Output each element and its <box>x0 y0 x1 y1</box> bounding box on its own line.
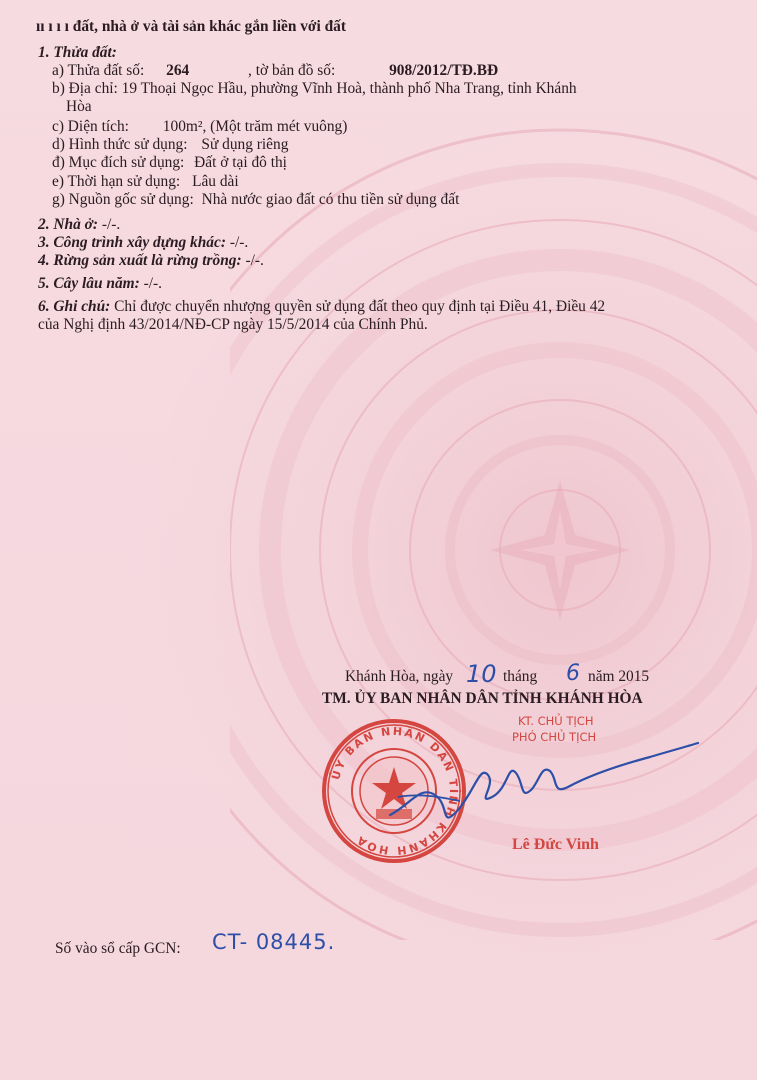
address-line-1: b) Địa chỉ: 19 Thoại Ngọc Hầu, phường Vĩnh Hoà, thành phố Nha Trang, tỉnh Khánh <box>52 80 577 97</box>
section5-heading: 5. Cây lâu năm: <box>38 275 140 292</box>
address-line-2: Hòa <box>66 98 92 115</box>
signer-role-2: PHÓ CHỦ TỊCH <box>512 730 597 744</box>
section6-line-2: của Nghị định 43/2014/NĐ-CP ngày 15/5/2014 của Chính Phủ. <box>38 316 428 333</box>
section3-row <box>38 234 248 252</box>
section3-value: -/-. <box>229 234 249 251</box>
date-day: 10 <box>466 660 497 688</box>
handwritten-signature <box>380 735 700 845</box>
area-value: 100m², (Một trăm mét vuông) <box>162 118 348 135</box>
section3-heading: 3. Công trình xây dựng khác: <box>38 234 226 251</box>
map-sheet-label: , tờ bản đồ số: <box>248 62 336 79</box>
issuing-authority: TM. ỦY BAN NHÂN DÂN TỈNH KHÁNH HÒA <box>322 690 643 707</box>
signer-name: Lê Đức Vinh <box>512 836 599 853</box>
section5-value: -/-. <box>143 275 162 292</box>
date-year: năm 2015 <box>588 668 650 685</box>
use-term-label: e) Thời hạn sử dụng: <box>52 173 181 190</box>
section2-row <box>38 216 120 234</box>
parcel-number-value: 264 <box>166 62 190 79</box>
date-month: 6 <box>566 661 580 686</box>
map-sheet-row <box>248 62 498 80</box>
date-month-label: tháng <box>503 668 538 685</box>
use-form-value: Sử dụng riêng <box>201 136 289 153</box>
use-form-row <box>52 136 288 154</box>
use-purpose-row <box>52 154 287 172</box>
section2-heading: 2. Nhà ở: <box>38 216 98 233</box>
parcel-number-label: a) Thửa đất số: <box>52 62 145 79</box>
use-purpose-value: Đất ở tại đô thị <box>194 154 287 171</box>
section6-line-1: Chỉ được chuyển nhượng quyền sử dụng đất theo quy định tại Điều 41, Điều 42 <box>114 298 606 315</box>
date-place: Khánh Hòa, ngày <box>345 668 454 685</box>
section6-heading: 6. Ghi chú: <box>38 298 111 315</box>
section1-heading: 1. Thửa đất: <box>38 44 117 61</box>
section4-heading: 4. Rừng sản xuất là rừng trồng: <box>38 252 242 269</box>
page-title: ıı ı ı ı đất, nhà ở và tài sản khác gắn liền với đất <box>36 18 346 35</box>
registry-label: Số vào sổ cấp GCN: <box>55 940 181 957</box>
section6-row <box>38 298 605 316</box>
registry-number: CT- 08445. <box>212 930 336 954</box>
origin-label: g) Nguồn gốc sử dụng: <box>52 191 194 208</box>
parcel-number-row <box>52 62 189 80</box>
use-purpose-label: đ) Mục đích sử dụng: <box>52 154 185 171</box>
section4-value: -/-. <box>245 252 264 269</box>
signer-role-1: KT. CHỦ TỊCH <box>518 714 594 728</box>
section5-row <box>38 275 162 293</box>
area-label: c) Diện tích: <box>52 118 129 135</box>
section4-row <box>38 252 264 270</box>
use-form-label: d) Hình thức sử dụng: <box>52 136 188 153</box>
use-term-row <box>52 173 239 191</box>
map-sheet-value: 908/2012/TĐ.BĐ <box>389 62 499 79</box>
origin-row <box>52 191 459 209</box>
section2-value: -/-. <box>101 216 121 233</box>
area-row <box>52 118 347 136</box>
seal-text: ỦY BAN NHÂN DÂN TỈNH KHÁNH HÒA <box>329 724 461 858</box>
use-term-value: Lâu dài <box>192 173 239 190</box>
origin-value: Nhà nước giao đất có thu tiền sử dụng đất <box>201 191 460 208</box>
